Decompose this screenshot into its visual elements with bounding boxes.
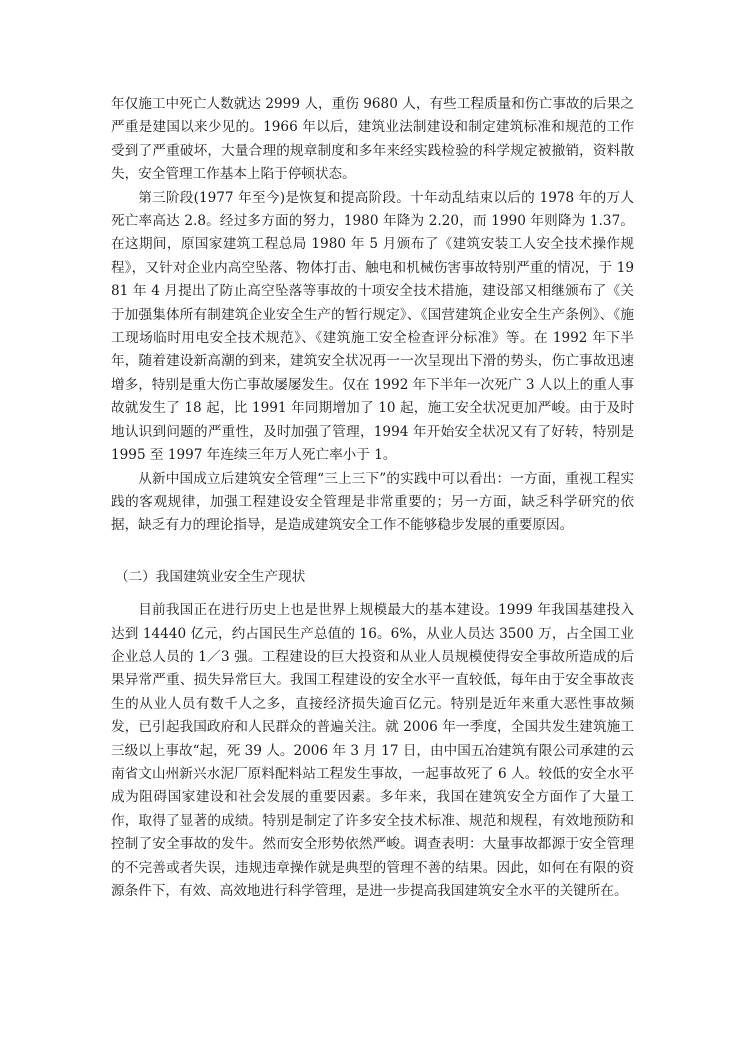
paragraph-current-status: 目前我国正在进行历史上也是世界上规模最大的基本建设。1999 年我国基建投入达到 14440 亿元，约占国民生产总值的 16。6%，从业人员达 3500 万，占全国工业企业总人员的 1／3 强。工程建设的巨大投资和从业人员规模使得安全事故所造成的后果异常严重、损失异常巨大。我国工程建设的安全水平一直较低，每年由于安全事故丧生的从业人员有数千人之多，直接经济损失逾百亿元。特别是近年来重大恶性事故频发，已引起我国政府和人民群众的普遍关注。就 2006 年一季度，全国共发生建筑施工三级以上事故“起，死 39 人。2006 年 3 月 17 日，由中国五冶建筑有限公司承建的云南省文山州新兴水泥厂原料配料站工程发生事故，一起事故死了 6 人。较低的安全水平成为阻碍国家建设和社会发展的重要因素。多年来，我国在建筑安全方面作了大量工作，取得了显著的成绩。特别是制定了许多安全技术标准、规范和规程，有效地预防和控制了安全事故的发牛。然而安全形势依然严峻。调查表明：大量事故都源于安全管理的不完善或者失误，违规违章操作就是典型的管理不善的结果。因此，如何在有限的资源条件下，有效、高效地进行科学管理，是进一步提高我国建筑安全水平的关键所在。 [111,602,634,899]
paragraph-continued: 年仅施工中死亡人数就达 2999 人，重伤 9680 人，有些工程质量和伤亡事故的后果之严重是建国以来少见的。1966 年以后，建筑业法制建设和制定建筑标准和规范的工作受到了严重破坏，大量合理的规章制度和多年来经实践检验的科学规定被撤销，资料散失，安全管理工作基本上陷于停顿状态。 [111,96,634,183]
document-page [111,93,634,903]
paragraph-third-stage: 第三阶段(1977 年至今)是恢复和提高阶段。十年动乱结束以后的 1978 年的万人死亡率高达 2.8。经过多方面的努力，1980 年降为 2.20，而 1990 年则降为 1.37。在这期间，原国家建筑工程总局 1980 年 5 月颁布了《建筑安装工人安全技术操作规程》，又针对企业内高空坠落、物体打击、触电和机械伤害事故特别严重的情况，于 1981 年 4 月提出了防止高空坠落等事故的十项安全技术措施，建设部又相继颁布了《关于加强集体所有制建筑企业安全生产的暂行规定》、《国营建筑企业安全生产条例》、《施工现场临时用电安全技术规范》、《建筑施工安全检查评分标准》等。在 1992 年下半年，随着建设新高潮的到来，建筑安全状况再一一次呈现出下滑的势头，伤亡事故迅速增多，特别是重大伤亡事故屡屡发生。仅在 1992 年下半年一次死广 3 人以上的重人事故就发生了 18 起，比 1991 年同期增加了 10 起，施工安全状况更加严峻。由于及时地认识到问题的严重性，及时加强了管理，1994 年开始安全状况又有了好转，特别是 1995 至 1997 年连续三年万人死亡率小于 1。 [111,189,634,464]
section-heading: （二）我国建筑业安全生产现状 [115,568,306,585]
paragraph-lessons: 从新中国成立后建筑安全管理“三上三下”的实践中可以看出：一方面，重视工程实践的客观规律，加强工程建设安全管理是非常重要的；另一方面，缺乏科学研究的依据，缺乏有力的理论指导，是造成建筑安全工作不能够稳步发展的重要原因。 [111,470,634,534]
